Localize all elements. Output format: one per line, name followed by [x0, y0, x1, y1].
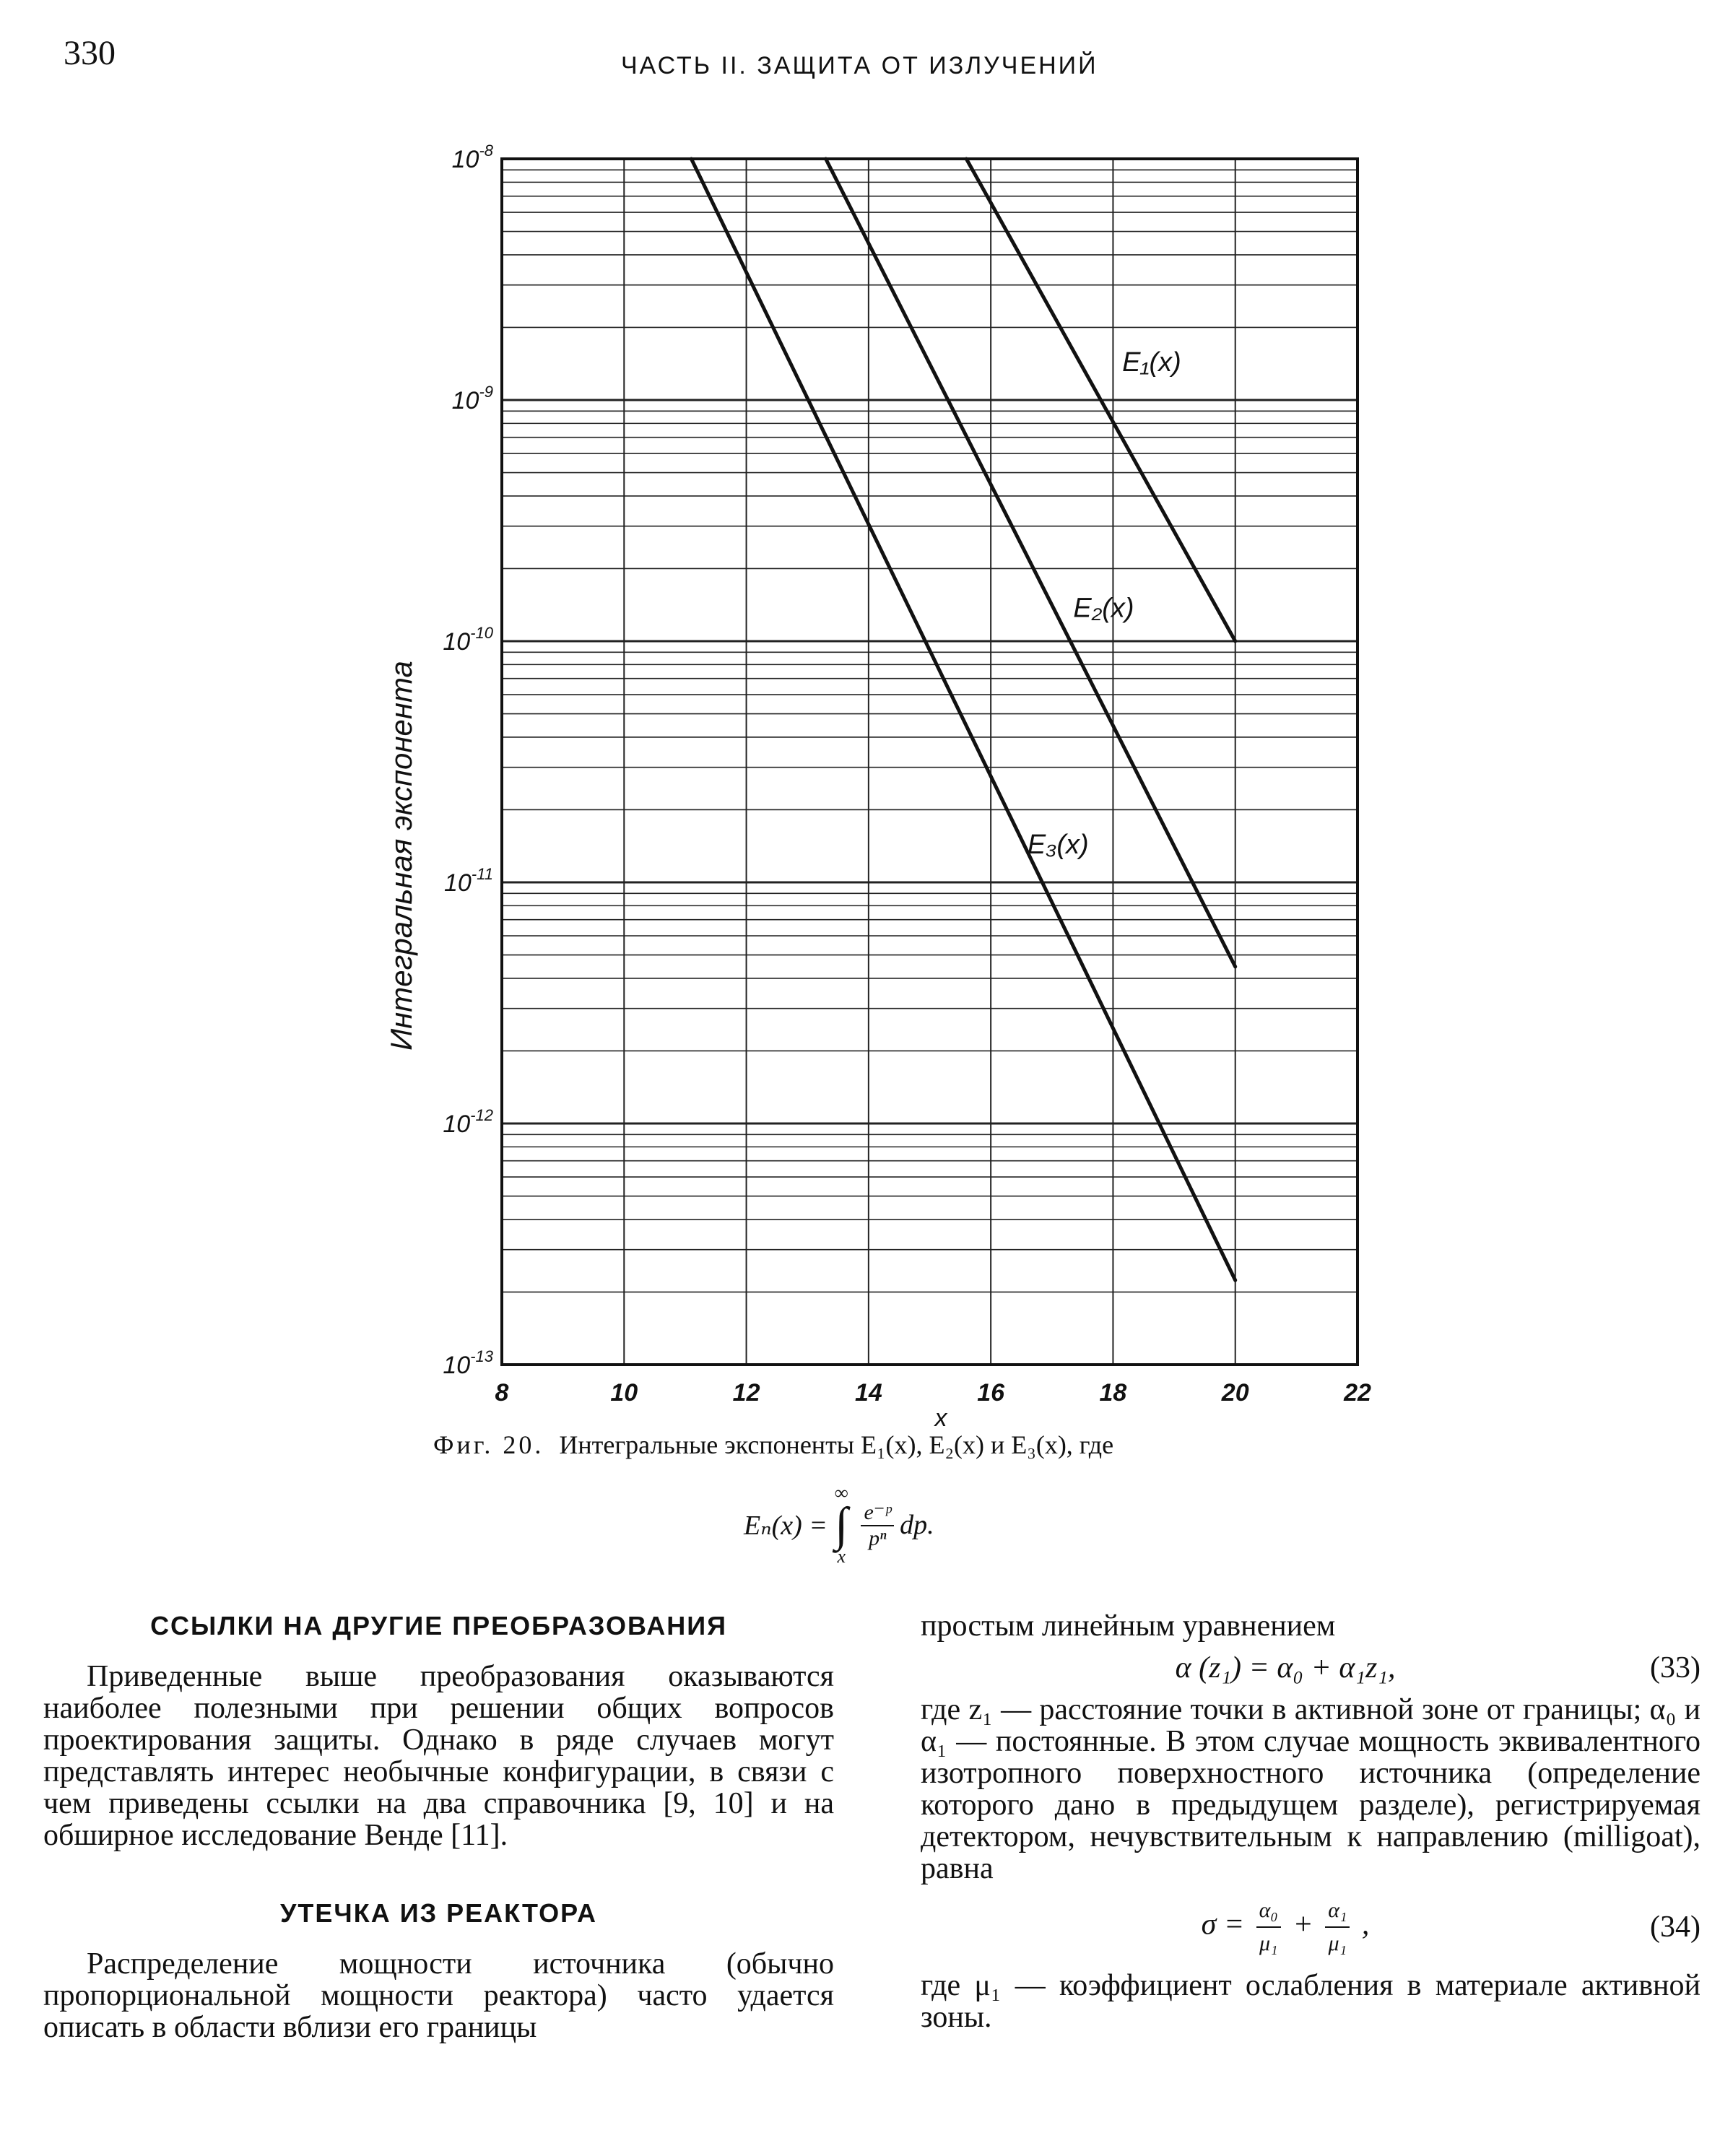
x-tick-label: 18 — [1099, 1379, 1127, 1407]
figure-label: Фиг. 20. — [433, 1430, 544, 1459]
eq34-lhs: σ = — [1201, 1908, 1245, 1942]
left-column — [43, 1610, 834, 2043]
equation-33-body: α (z₁) = α₀ + α₁z₁, — [1175, 1651, 1396, 1685]
y-tick-label: $10^{-9}$ — [451, 383, 493, 414]
paragraph-source-strength: где z₁ — расстояние точки в активной зоне от границы; α₀ и α₁ — постоянные. В этом случае мощность эквивалентного изотропного поверхностного источника (определение которого дано в предыдущем разделе), регистрируемая детектором, нечувствительным к направлению (milligoat), равна — [921, 1693, 1701, 1885]
integral-sign: ∞ ∫ x — [834, 1482, 848, 1567]
running-head: ЧАСТЬ II. ЗАЩИТА ОТ ИЗЛУЧЕНИЙ — [621, 52, 1098, 79]
y-axis-label: Интегральная экспонента — [384, 661, 418, 1051]
paragraph-reactor-leakage: Распределение мощности источника (обычно пропорциональной мощности реактора) часто удается описать в области вблизи его границы — [43, 1947, 834, 2044]
right-column — [921, 1610, 1701, 2033]
series-label-e2: E₂(x) — [1073, 593, 1134, 624]
figure-caption-text: Интегральные экспоненты E₁(x), E₂(x) и E₃(x), где — [559, 1430, 1114, 1459]
section-heading-reactor-leakage: УТЕЧКА ИЗ РЕАКТОРА — [280, 1898, 597, 1928]
formula-fraction — [861, 1500, 894, 1551]
chart-labels — [443, 142, 1371, 1407]
eq34-numerator-2: α₁ — [1325, 1895, 1350, 1928]
equation-34-number: (34) — [1650, 1911, 1701, 1944]
equation-34-body — [921, 1895, 1650, 1960]
x-tick-label: 16 — [977, 1379, 1005, 1407]
paragraph-references: Приведенные выше преобразования оказываются наиболее полезными при решении общих вопросов проектирования защиты. Однако в ряде случаев могут представлять интерес необычные конфигурации, в связи с чем приведены ссылки на два справочника [9, 10] и на обширное исследование Венде [11]. — [43, 1660, 834, 1852]
figure-caption — [433, 1430, 1113, 1460]
integral-upper-limit: ∞ — [834, 1482, 848, 1503]
y-tick-label: $10^{-13}$ — [443, 1347, 493, 1379]
eq34-numerator-1: α₀ — [1256, 1895, 1281, 1928]
formula-lhs: Eₙ(x) = — [744, 1510, 828, 1541]
eq34-denominator-1: μ₁ — [1259, 1931, 1278, 1955]
series-label-e1: E₁(x) — [1122, 347, 1181, 378]
paragraph-linear-equation: простым линейным уравнением — [921, 1609, 1336, 1643]
equation-33 — [921, 1652, 1701, 1684]
paragraph-attenuation: где μ₁ — коэффициент ослабления в материале активной зоны. — [921, 1969, 1701, 2034]
chart-grid — [502, 159, 1358, 1365]
eq34-fraction-1 — [1256, 1895, 1281, 1960]
x-axis-label: x — [934, 1404, 947, 1426]
formula-numerator: e⁻ᵖ — [861, 1500, 894, 1526]
x-tick-label: 12 — [732, 1379, 760, 1407]
integral-formula — [744, 1484, 934, 1566]
x-tick-label: 10 — [610, 1379, 638, 1407]
eq34-denominator-2: μ₁ — [1328, 1931, 1347, 1955]
x-tick-label: 8 — [495, 1379, 509, 1407]
formula-denominator: pⁿ — [869, 1526, 887, 1550]
y-tick-label: $10^{-12}$ — [443, 1106, 493, 1138]
eq34-tail: , — [1361, 1908, 1370, 1942]
section-heading-references: ССЫЛКИ НА ДРУГИЕ ПРЕОБРАЗОВАНИЯ — [150, 1611, 727, 1640]
eq34-fraction-2 — [1325, 1895, 1350, 1960]
series-label-e3: E₃(x) — [1027, 829, 1089, 860]
formula-tail: dp. — [900, 1510, 934, 1540]
chart-border — [502, 159, 1358, 1365]
x-tick-label: 22 — [1344, 1379, 1371, 1407]
integral-exponent-chart — [375, 141, 1444, 1426]
equation-34 — [921, 1895, 1701, 1960]
x-tick-label: 14 — [854, 1379, 882, 1407]
x-tick-label: 20 — [1221, 1379, 1249, 1407]
y-tick-label: $10^{-8}$ — [451, 142, 493, 173]
integral-lower-limit: x — [837, 1546, 846, 1567]
y-tick-label: $10^{-11}$ — [444, 865, 493, 897]
chart-frame — [502, 159, 1358, 1365]
eq34-plus: + — [1293, 1908, 1313, 1942]
page-number: 330 — [64, 34, 116, 72]
equation-33-number: (33) — [1650, 1651, 1701, 1685]
y-tick-label: $10^{-10}$ — [443, 624, 493, 656]
